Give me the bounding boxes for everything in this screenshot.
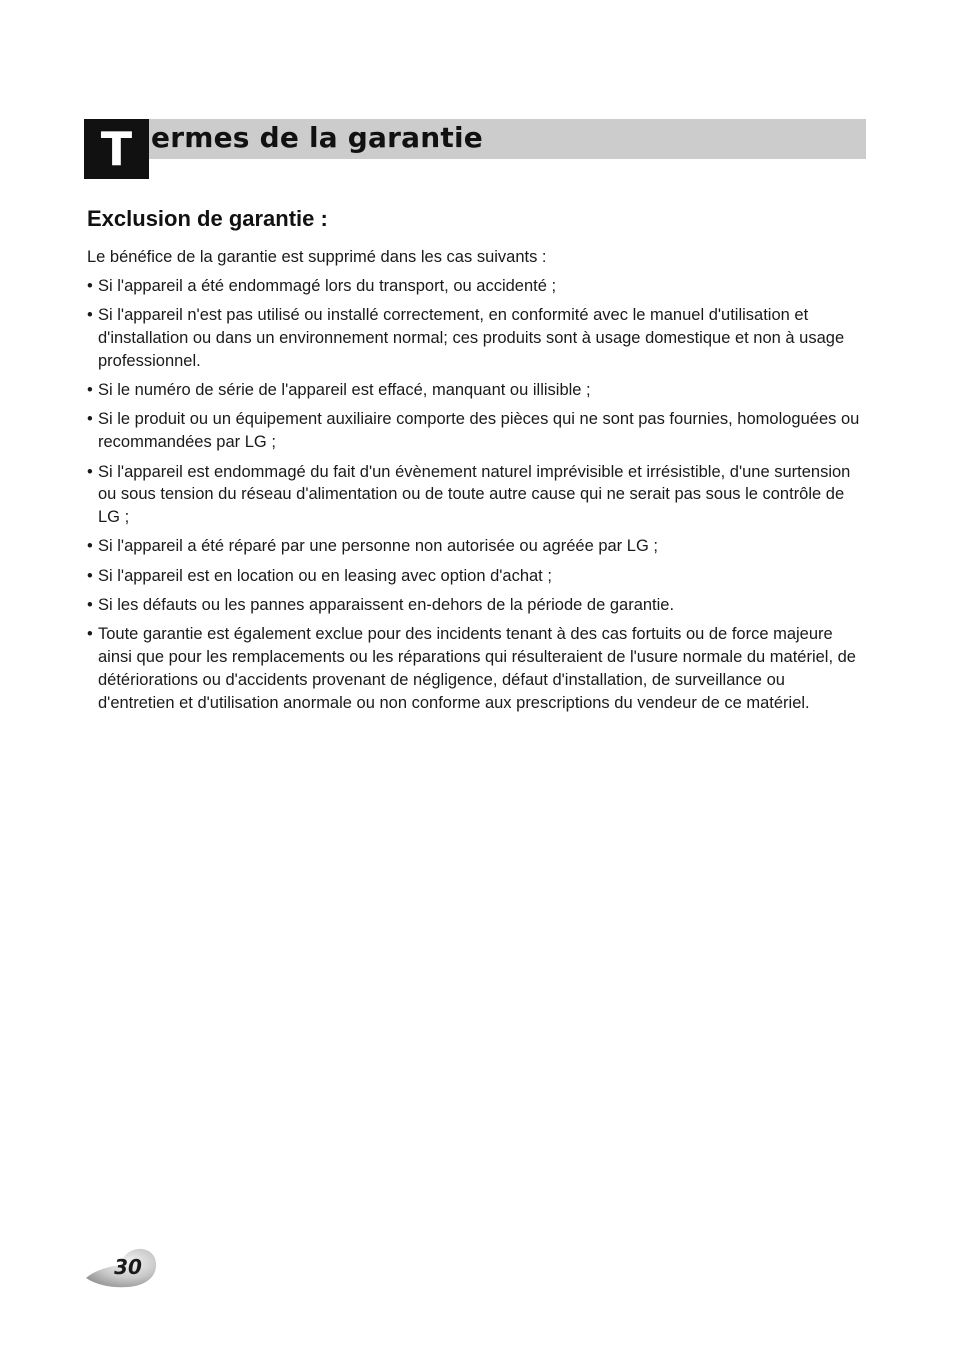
list-item-text: Si le numéro de série de l'appareil est effacé, manquant ou illisible ;	[98, 381, 591, 400]
list-item-text: Si les défauts ou les pannes apparaissent en-dehors de la période de garantie.	[98, 596, 675, 615]
list-item-text: Si l'appareil est endommagé du fait d'un évènement naturel imprévisible et irrésistible, d'une surtension ou sous tension du réseau d'alimentation ou de toute autre cause qui ne serait pas sous le contrôle de LG ;	[98, 462, 851, 527]
bullet-icon: •	[87, 277, 93, 295]
list-item	[87, 408, 862, 454]
bullet-icon: •	[87, 462, 93, 481]
list-item-text: Si l'appareil n'est pas utilisé ou installé correctement, en conformité avec le manuel d'utilisation et d'installation ou dans un environnement normal; ces produits sont à usage domestique et non à usage professionnel.	[98, 306, 845, 370]
list-item	[87, 275, 862, 298]
list-item	[87, 623, 862, 714]
page-number: 30	[114, 1255, 142, 1279]
list-item	[87, 535, 862, 558]
title-initial-letter: T	[100, 122, 133, 176]
exclusion-list	[87, 275, 862, 721]
list-item	[87, 565, 862, 588]
list-item-text: Toute garantie est également exclue pour des incidents tenant à des cas fortuits ou de force majeure ainsi que pour les remplacements ou les réparations qui résulteraient de l'usure normale du matériel, de détériorations ou d'accidents provenant de négligence, défaut d'installation, de surveillance ou d'entretien et d'utilisation anormale ou non conforme aux prescriptions du vendeur de ce matériel.	[98, 625, 856, 712]
title-initial-box	[84, 119, 149, 179]
bullet-icon: •	[87, 381, 93, 400]
section-heading: Exclusion de garantie :	[87, 206, 328, 231]
bullet-icon: •	[87, 566, 93, 585]
list-item	[87, 379, 862, 402]
intro-text: Le bénéfice de la garantie est supprimé dans les cas suivants :	[87, 248, 547, 266]
bullet-icon: •	[87, 410, 93, 429]
list-item	[87, 594, 862, 617]
list-item	[87, 461, 862, 529]
bullet-icon: •	[87, 625, 93, 644]
list-item-text: Si l'appareil a été réparé par une personne non autorisée ou agréée par LG ;	[98, 537, 658, 556]
list-item-text: Si l'appareil a été endommagé lors du transport, ou accidenté ;	[98, 277, 557, 295]
bullet-icon: •	[87, 537, 93, 556]
bullet-icon: •	[87, 596, 93, 615]
page-number-badge	[84, 1245, 158, 1291]
page-title: ermes de la garantie	[151, 121, 483, 154]
list-item-text: Si le produit ou un équipement auxiliaire comporte des pièces qui ne sont pas fournies, homologuées ou recommandées par LG ;	[98, 410, 860, 452]
list-item	[87, 304, 862, 372]
list-item-text: Si l'appareil est en location ou en leasing avec option d'achat ;	[98, 566, 552, 585]
bullet-icon: •	[87, 306, 93, 325]
